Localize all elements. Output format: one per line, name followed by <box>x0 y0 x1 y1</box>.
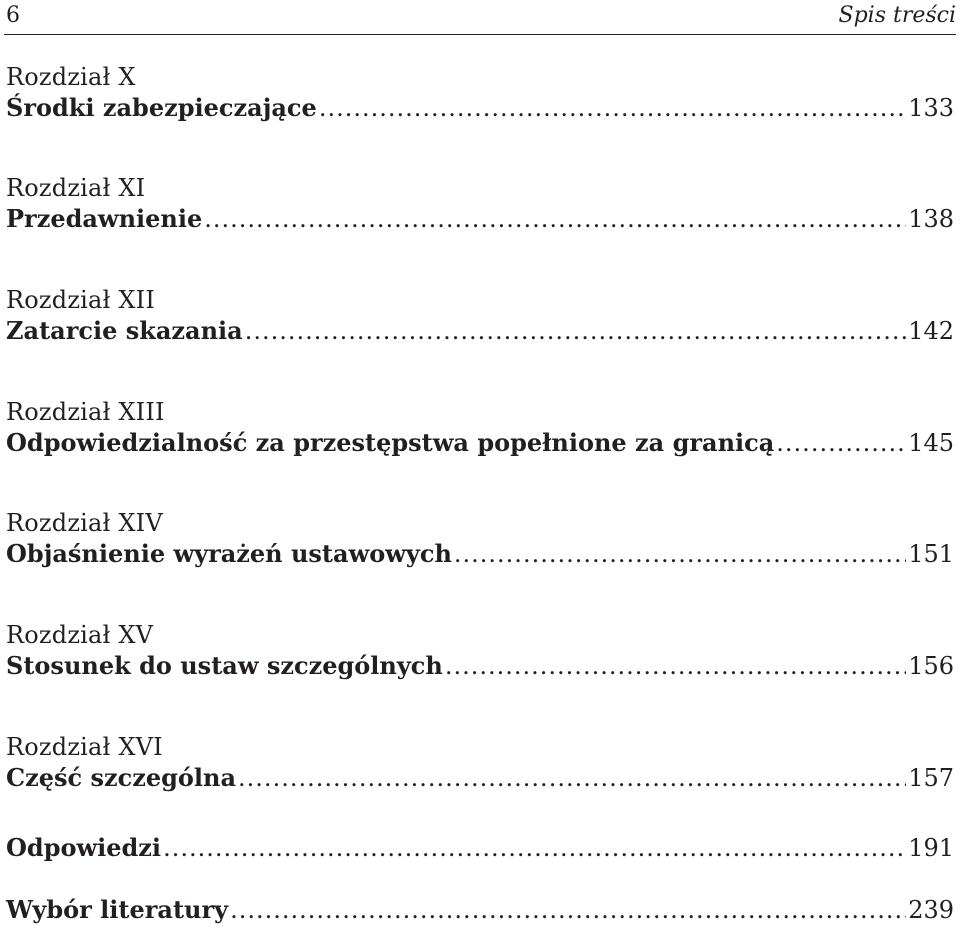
entry-title: Stosunek do ustaw szczególnych <box>6 651 443 680</box>
chapter-label: Rozdział XVI <box>6 733 163 761</box>
dot-leader <box>230 894 906 926</box>
entry-page-number: 191 <box>908 834 954 862</box>
chapter-label: Rozdział XIV <box>6 509 163 537</box>
entry-page-number: 157 <box>908 764 954 792</box>
entry-title: Objaśnienie wyrażeń ustawowych <box>6 539 452 568</box>
entry-page-number: 138 <box>908 205 954 233</box>
toc-entry <box>6 285 954 347</box>
chapter-label: Rozdział XI <box>6 174 146 202</box>
dot-leader <box>319 92 906 124</box>
entry-page-number: 151 <box>908 540 954 568</box>
toc-line <box>6 315 954 347</box>
toc-entry <box>6 894 954 926</box>
toc-entry <box>6 173 954 235</box>
entry-title: Wybór literatury <box>6 895 229 924</box>
entry-title: Część szczególna <box>6 763 237 792</box>
toc-entry <box>6 397 954 459</box>
entry-page-number: 133 <box>908 94 954 122</box>
chapter-label: Rozdział XII <box>6 286 156 314</box>
toc-entry <box>6 832 954 864</box>
toc-line <box>6 538 954 570</box>
entry-title: Zatarcie skazania <box>6 316 243 345</box>
entry-page-number: 239 <box>908 896 954 924</box>
toc-line <box>6 762 954 794</box>
dot-leader <box>776 427 906 459</box>
toc-entry <box>6 62 954 124</box>
table-of-contents <box>6 0 954 930</box>
toc-entry <box>6 508 954 570</box>
toc-line <box>6 92 954 124</box>
entry-page-number: 142 <box>908 317 954 345</box>
toc-line <box>6 427 954 459</box>
entry-title: Środki zabezpieczające <box>6 93 317 122</box>
dot-leader <box>454 538 906 570</box>
chapter-label: Rozdział XV <box>6 621 154 649</box>
entry-page-number: 156 <box>908 652 954 680</box>
entry-page-number: 145 <box>908 429 954 457</box>
entry-title: Odpowiedzialność za przestępstwa popełnione za granicą <box>6 428 775 457</box>
toc-line <box>6 203 954 235</box>
page-number: 6 <box>6 3 20 28</box>
chapter-label: Rozdział XIII <box>6 398 165 426</box>
dot-leader <box>163 832 906 864</box>
entry-title: Przedawnienie <box>6 204 203 233</box>
dot-leader <box>245 315 906 347</box>
dot-leader <box>445 650 906 682</box>
toc-entry <box>6 620 954 682</box>
chapter-label: Rozdział X <box>6 63 136 91</box>
toc-line <box>6 650 954 682</box>
toc-entry <box>6 732 954 794</box>
entry-title: Odpowiedzi <box>6 833 162 862</box>
section-title: Spis treści <box>838 3 956 28</box>
dot-leader <box>238 762 906 794</box>
toc-line <box>6 894 954 926</box>
dot-leader <box>204 203 906 235</box>
toc-line <box>6 832 954 864</box>
